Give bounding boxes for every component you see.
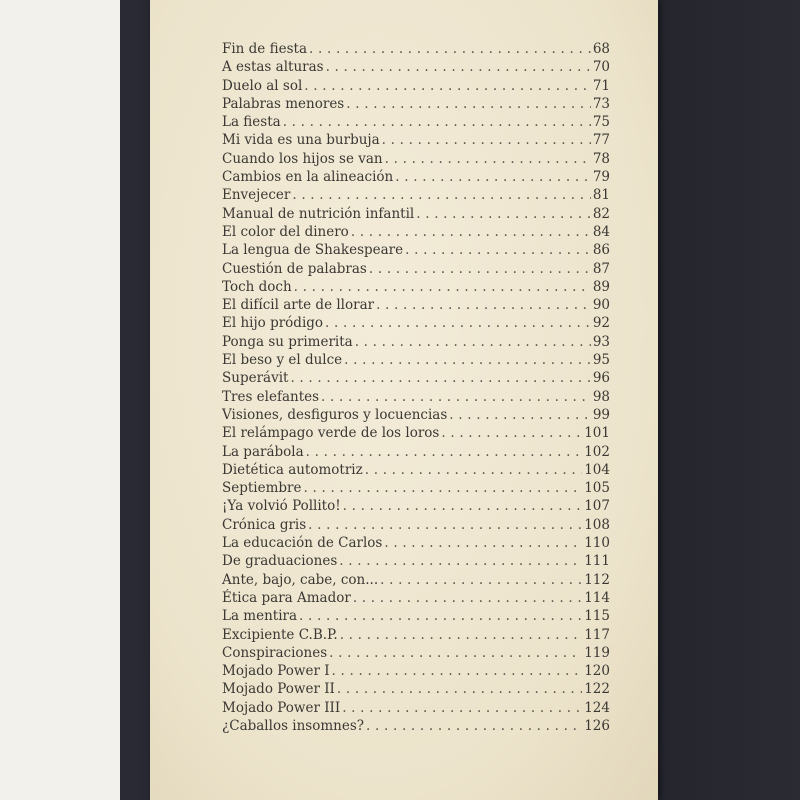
toc-entry <box>222 278 610 296</box>
dot-leader <box>306 443 583 461</box>
toc-entry-page-number: 98 <box>592 388 610 405</box>
toc-entry <box>222 516 610 534</box>
toc-entry-title: Dietética automotriz <box>222 461 363 478</box>
toc-entry-page-number: 89 <box>592 278 610 295</box>
dot-leader <box>339 552 582 570</box>
toc-entry <box>222 58 610 76</box>
toc-entry-page-number: 78 <box>592 150 610 167</box>
toc-entry-page-number: 95 <box>592 352 610 369</box>
toc-entry <box>222 369 610 387</box>
toc-entry-title: Manual de nutrición infantil <box>222 205 415 222</box>
toc-entry <box>222 644 610 662</box>
toc-entry-title: El beso y el dulce <box>222 352 343 369</box>
toc-entry <box>222 333 610 351</box>
toc-entry-title: Cuestión de palabras <box>222 260 367 277</box>
toc-entry <box>222 534 610 552</box>
toc-entry-page-number: 120 <box>584 663 610 680</box>
toc-entry <box>222 186 610 204</box>
toc-entry-page-number: 124 <box>584 699 610 716</box>
toc-entry-page-number: 86 <box>592 242 610 259</box>
toc-entry-page-number: 99 <box>592 406 610 423</box>
toc-entry-title: La parábola <box>222 443 304 460</box>
toc-entry-title: Cuando los hijos se van <box>222 150 383 167</box>
toc-entry-title: Fin de fiesta <box>222 41 307 57</box>
toc-entry-page-number: 75 <box>592 114 610 131</box>
dot-leader <box>321 388 591 406</box>
dot-leader <box>385 150 591 168</box>
toc-entry <box>222 497 610 515</box>
toc-entry <box>222 260 610 278</box>
toc-entry-title: Mi vida es una burbuja <box>222 132 380 149</box>
dot-leader <box>344 351 591 369</box>
toc-entry <box>222 296 610 314</box>
dot-leader <box>299 607 582 625</box>
toc-entry-title: De graduaciones <box>222 553 338 570</box>
toc-entry-page-number: 104 <box>584 461 610 478</box>
dot-leader <box>292 186 590 204</box>
dot-leader <box>329 644 582 662</box>
toc-entry <box>222 113 610 131</box>
toc-entry-page-number: 82 <box>592 205 610 222</box>
toc-entry <box>222 406 610 424</box>
toc-entry-page-number: 102 <box>584 443 610 460</box>
toc-entry-page-number: 93 <box>592 333 610 350</box>
toc-entry <box>222 699 610 717</box>
dot-leader <box>309 40 591 58</box>
toc-entry-title: Mojado Power I <box>222 663 330 680</box>
toc-entry-page-number: 68 <box>592 41 610 57</box>
toc-entry <box>222 388 610 406</box>
toc-entry-page-number: 90 <box>592 297 610 314</box>
toc-entry-page-number: 92 <box>592 315 610 332</box>
dot-leader <box>441 424 582 442</box>
toc-entry-title: El difícil arte de llorar <box>222 297 375 314</box>
toc-entry-title: Duelo al sol <box>222 77 303 94</box>
toc-entry-page-number: 87 <box>592 260 610 277</box>
toc-entry <box>222 40 610 58</box>
toc-entry-page-number: 117 <box>584 626 610 643</box>
dot-leader <box>351 223 591 241</box>
dot-leader <box>304 77 591 95</box>
toc-entry-page-number: 108 <box>584 516 610 533</box>
dot-leader <box>283 113 591 131</box>
table-of-contents <box>222 40 610 735</box>
toc-entry-page-number: 70 <box>592 59 610 76</box>
toc-entry-title: Mojado Power III <box>222 699 341 716</box>
toc-entry-page-number: 112 <box>584 571 610 588</box>
toc-entry-page-number: 77 <box>592 132 610 149</box>
toc-entry-title: Toch doch <box>222 278 292 295</box>
toc-entry <box>222 131 610 149</box>
toc-entry-title: Ante, bajo, cabe, con... <box>222 571 379 588</box>
dot-leader <box>416 205 591 223</box>
toc-entry-page-number: 126 <box>584 717 610 734</box>
dot-leader <box>384 534 582 552</box>
toc-entry-page-number: 101 <box>584 425 610 442</box>
toc-entry-page-number: 111 <box>584 553 610 570</box>
toc-entry-title: Palabras menores <box>222 95 345 112</box>
toc-entry <box>222 461 610 479</box>
toc-entry-page-number: 122 <box>584 681 610 698</box>
toc-entry-title: La lengua de Shakespeare <box>222 242 404 259</box>
toc-entry-page-number: 105 <box>584 480 610 497</box>
dot-leader <box>382 131 591 149</box>
toc-entry <box>222 680 610 698</box>
toc-entry-title: Cambios en la alineación <box>222 169 394 186</box>
toc-entry <box>222 223 610 241</box>
toc-entry-title: ¡Ya volvió Pollito! <box>222 498 341 515</box>
toc-entry-page-number: 119 <box>584 644 610 661</box>
toc-entry-title: La fiesta <box>222 114 281 131</box>
toc-entry-title: ¿Caballos insomnes? <box>222 717 365 734</box>
toc-entry-title: Excipiente C.B.P. <box>222 626 338 643</box>
toc-entry <box>222 717 610 735</box>
toc-entry <box>222 205 610 223</box>
dot-leader <box>369 260 591 278</box>
toc-entry-title: El hijo pródigo <box>222 315 324 332</box>
dot-leader <box>340 626 583 644</box>
toc-entry-title: Superávit <box>222 370 289 387</box>
dot-leader <box>326 58 591 76</box>
toc-entry-title: La mentira <box>222 608 298 625</box>
toc-entry <box>222 241 610 259</box>
toc-entry-page-number: 71 <box>592 77 610 94</box>
dot-leader <box>449 406 591 424</box>
toc-entry <box>222 77 610 95</box>
toc-entry-page-number: 79 <box>592 169 610 186</box>
toc-entry-title: A estas alturas <box>222 59 324 76</box>
dot-leader <box>290 369 590 387</box>
dot-leader <box>337 680 582 698</box>
toc-entry <box>222 443 610 461</box>
toc-entry-title: Tres elefantes <box>222 388 320 405</box>
toc-entry <box>222 95 610 113</box>
toc-entry <box>222 589 610 607</box>
toc-entry-title: Crónica gris <box>222 516 307 533</box>
dot-leader <box>395 168 591 186</box>
dot-leader <box>365 461 582 479</box>
toc-entry-title: El color del dinero <box>222 223 349 240</box>
dot-leader <box>380 571 582 589</box>
toc-entry-page-number: 81 <box>592 187 610 204</box>
toc-entry-title: Ética para Amador <box>222 589 351 606</box>
toc-entry-title: Ponga su primerita <box>222 333 353 350</box>
dot-leader <box>294 278 591 296</box>
toc-entry-page-number: 115 <box>584 608 610 625</box>
toc-entry <box>222 168 610 186</box>
toc-entry <box>222 314 610 332</box>
toc-entry <box>222 479 610 497</box>
dot-leader <box>304 479 583 497</box>
toc-entry <box>222 351 610 369</box>
dot-leader <box>355 333 591 351</box>
toc-entry <box>222 571 610 589</box>
toc-entry-page-number: 107 <box>584 498 610 515</box>
dot-leader <box>308 516 582 534</box>
toc-entry-title: Mojado Power II <box>222 681 335 698</box>
dot-leader <box>325 314 591 332</box>
dot-leader <box>376 296 591 314</box>
toc-entry-page-number: 110 <box>584 535 610 552</box>
dot-leader <box>332 662 583 680</box>
toc-entry-title: El relámpago verde de los loros <box>222 425 440 442</box>
toc-entry <box>222 662 610 680</box>
toc-entry-title: La educación de Carlos <box>222 535 383 552</box>
toc-entry <box>222 424 610 442</box>
toc-entry <box>222 607 610 625</box>
toc-entry-title: Envejecer <box>222 187 291 204</box>
dot-leader <box>342 699 582 717</box>
dot-leader <box>366 717 582 735</box>
toc-entry-page-number: 96 <box>592 370 610 387</box>
dot-leader <box>343 497 583 515</box>
toc-entry-title: Visiones, desfiguros y locuencias <box>222 406 448 423</box>
toc-entry <box>222 552 610 570</box>
dot-leader <box>346 95 591 113</box>
toc-entry-page-number: 73 <box>592 95 610 112</box>
toc-entry <box>222 150 610 168</box>
toc-entry-page-number: 84 <box>592 223 610 240</box>
dot-leader <box>405 241 591 259</box>
toc-entry-title: Septiembre <box>222 480 302 497</box>
toc-entry-title: Conspiraciones <box>222 644 328 661</box>
toc-entry <box>222 626 610 644</box>
dot-leader <box>353 589 582 607</box>
toc-entry-page-number: 114 <box>584 589 610 606</box>
